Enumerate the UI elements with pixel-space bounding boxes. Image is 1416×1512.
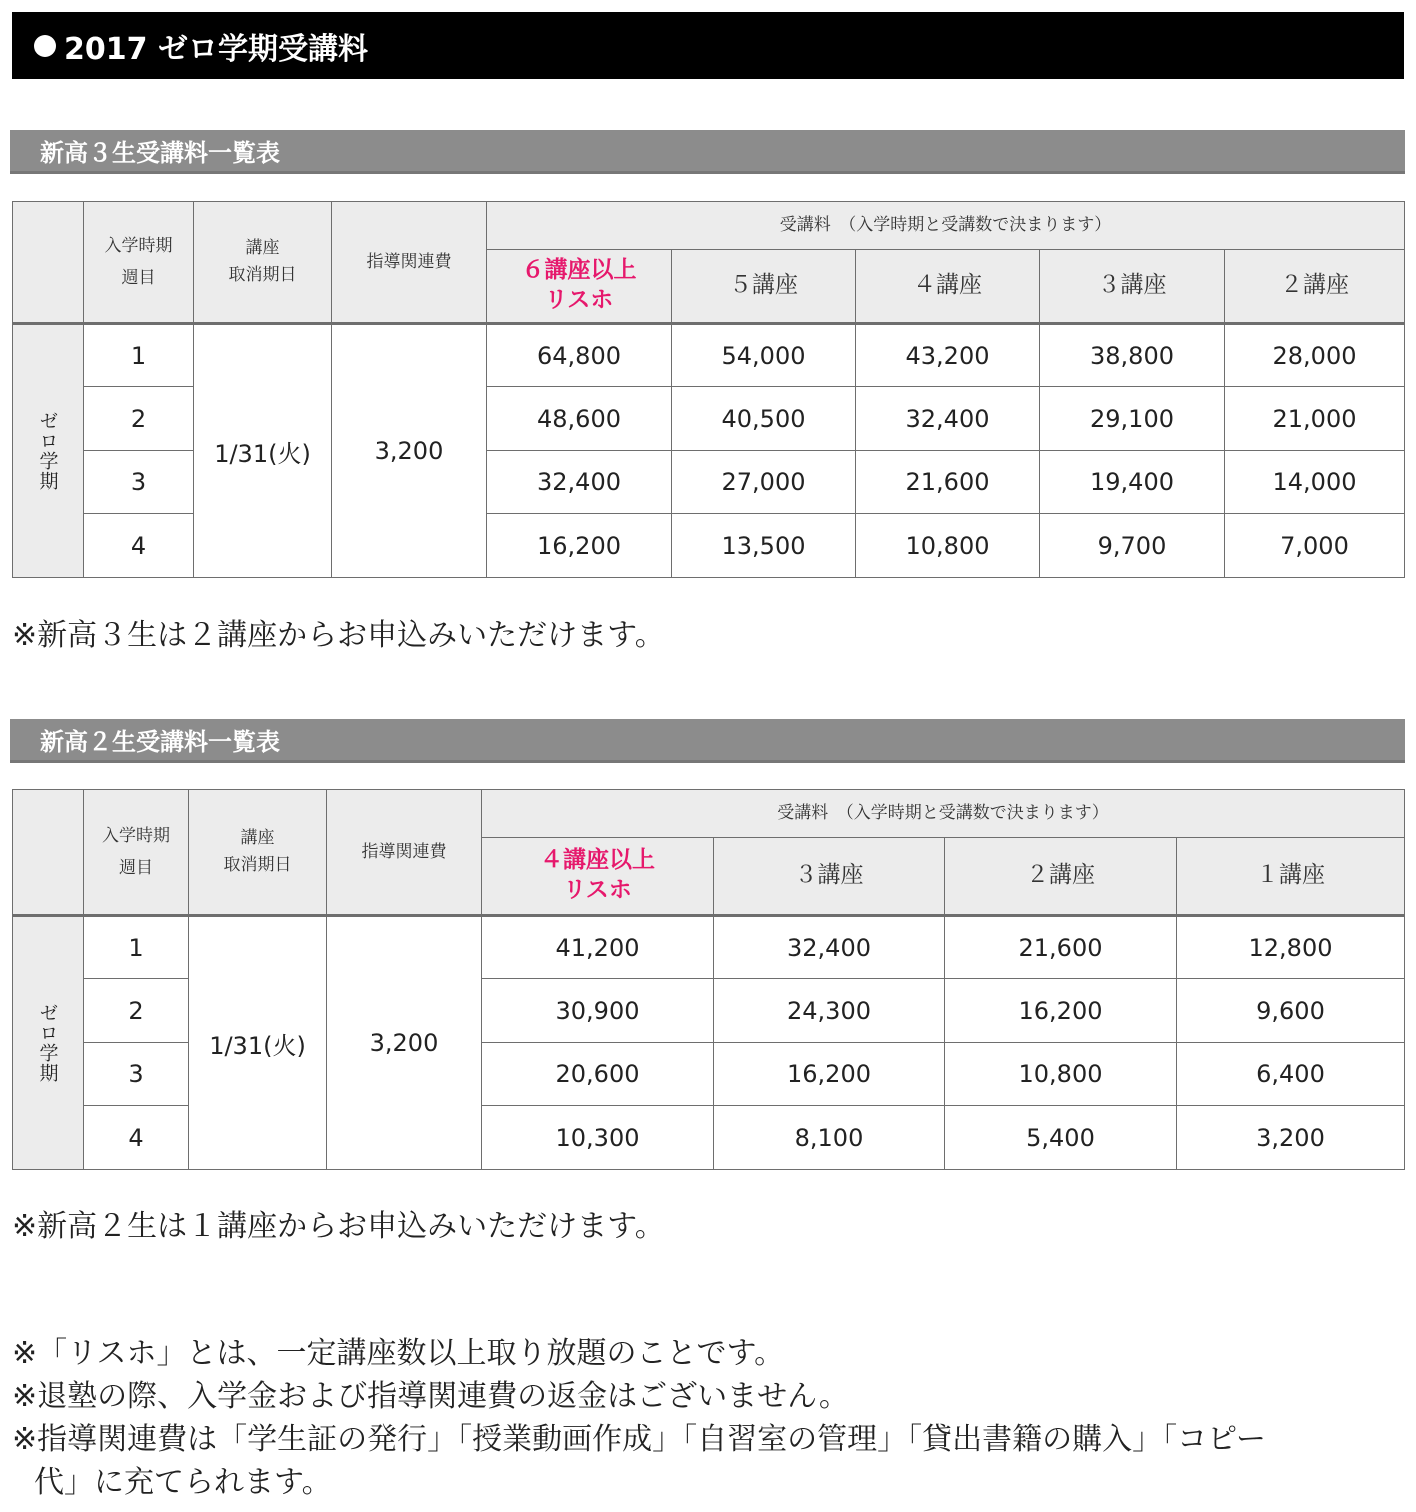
cancel-date-cell: 1/31(火) bbox=[194, 324, 332, 578]
fee-cell: 5,400 bbox=[945, 1106, 1177, 1170]
fee-cell: 6,400 bbox=[1177, 1043, 1405, 1106]
bullet-icon bbox=[34, 35, 56, 57]
header-risuho bbox=[487, 250, 672, 324]
section-title-text: 新高２生受講料一覧表 bbox=[40, 728, 280, 756]
cancel-date-cell: 1/31(火) bbox=[189, 916, 327, 1170]
fee-table-grade3 bbox=[12, 201, 1405, 578]
table-row bbox=[13, 916, 1405, 979]
fee-cell: 16,200 bbox=[487, 514, 672, 578]
fee-cell: 32,400 bbox=[487, 451, 672, 514]
fee-cell: 19,400 bbox=[1040, 451, 1225, 514]
fee-cell: 24,300 bbox=[714, 979, 945, 1043]
header-col: ２講座 bbox=[945, 838, 1177, 916]
header-blank bbox=[13, 202, 84, 324]
header-col: １講座 bbox=[1177, 838, 1405, 916]
fee-cell: 30,900 bbox=[482, 979, 714, 1043]
week-cell: 4 bbox=[84, 1106, 189, 1170]
header-cancel-line2: 取消期日 bbox=[228, 265, 297, 285]
footnote-item: ※「リスホ」とは、一定講座数以上取り放題のことです。 bbox=[12, 1336, 785, 1371]
week-cell: 2 bbox=[84, 387, 194, 451]
footnote-item: ※指導関連費は「学生証の発行」「授業動画作成」「自習室の管理」「貸出書籍の購入」「コピー bbox=[12, 1422, 1266, 1457]
fee-cell: 21,600 bbox=[856, 451, 1040, 514]
header-blank bbox=[13, 790, 84, 916]
header-col: ５講座 bbox=[672, 250, 856, 324]
fee-cell: 41,200 bbox=[482, 916, 714, 979]
header-nyugaku bbox=[84, 790, 189, 916]
fee-cell: 40,500 bbox=[672, 387, 856, 451]
fee-cell: 20,600 bbox=[482, 1043, 714, 1106]
fee-cell: 9,700 bbox=[1040, 514, 1225, 578]
header-fee-group: 受講料 （入学時期と受講数で決まります） bbox=[487, 202, 1405, 250]
fee-cell: 21,000 bbox=[1225, 387, 1405, 451]
fee-cell: 10,800 bbox=[945, 1043, 1177, 1106]
header-col: ３講座 bbox=[714, 838, 945, 916]
fee-cell: 16,200 bbox=[714, 1043, 945, 1106]
page-title bbox=[12, 12, 1404, 79]
fee-cell: 21,600 bbox=[945, 916, 1177, 979]
fee-cell: 8,100 bbox=[714, 1106, 945, 1170]
week-cell: 3 bbox=[84, 451, 194, 514]
header-col: ２講座 bbox=[1225, 250, 1405, 324]
header-cancel bbox=[189, 790, 327, 916]
footnotes bbox=[12, 1332, 1407, 1504]
fee-cell: 12,800 bbox=[1177, 916, 1405, 979]
section-title-text: 新高３生受講料一覧表 bbox=[40, 139, 280, 167]
header-col: ４講座 bbox=[856, 250, 1040, 324]
header-shido: 指導関連費 bbox=[327, 790, 482, 916]
header-nyugaku-line2: 週目 bbox=[121, 268, 156, 288]
fee-cell: 3,200 bbox=[1177, 1106, 1405, 1170]
fee-cell: 27,000 bbox=[672, 451, 856, 514]
section-title-grade2 bbox=[10, 719, 1405, 763]
footnote-item: ※退塾の際、入学金および指導関連費の返金はございません。 bbox=[12, 1379, 849, 1414]
week-cell: 3 bbox=[84, 1043, 189, 1106]
fee-cell: 14,000 bbox=[1225, 451, 1405, 514]
header-nyugaku-line1: 入学時期 bbox=[104, 235, 173, 256]
fee-cell: 38,800 bbox=[1040, 324, 1225, 387]
fee-cell: 10,800 bbox=[856, 514, 1040, 578]
header-cancel bbox=[194, 202, 332, 324]
week-cell: 2 bbox=[84, 979, 189, 1043]
fee-cell: 54,000 bbox=[672, 324, 856, 387]
header-cancel-line1: 講座 bbox=[245, 237, 280, 258]
fee-cell: 43,200 bbox=[856, 324, 1040, 387]
fee-cell: 7,000 bbox=[1225, 514, 1405, 578]
table-row bbox=[13, 324, 1405, 387]
header-risuho bbox=[482, 838, 714, 916]
section-title-grade3 bbox=[10, 130, 1405, 174]
fee-table-grade2 bbox=[12, 789, 1405, 1170]
fee-cell: 64,800 bbox=[487, 324, 672, 387]
term-label: ゼロ学期 bbox=[13, 324, 84, 578]
fee-cell: 29,100 bbox=[1040, 387, 1225, 451]
note-grade3: ※新高３生は２講座からお申込みいただけます。 bbox=[12, 618, 665, 653]
shido-fee-cell: 3,200 bbox=[332, 324, 487, 578]
header-risuho-line1: ４講座以上 bbox=[540, 847, 655, 874]
header-risuho-line2: リスホ bbox=[544, 287, 614, 313]
term-label: ゼロ学期 bbox=[13, 916, 84, 1170]
page-title-text: 2017 ゼロ学期受講料 bbox=[64, 31, 368, 67]
fee-cell: 16,200 bbox=[945, 979, 1177, 1043]
header-nyugaku bbox=[84, 202, 194, 324]
fee-cell: 32,400 bbox=[856, 387, 1040, 451]
fee-cell: 48,600 bbox=[487, 387, 672, 451]
header-shido: 指導関連費 bbox=[332, 202, 487, 324]
header-col: ３講座 bbox=[1040, 250, 1225, 324]
fee-cell: 32,400 bbox=[714, 916, 945, 979]
fee-cell: 10,300 bbox=[482, 1106, 714, 1170]
header-cancel-line1: 講座 bbox=[240, 827, 275, 848]
header-nyugaku-line2: 週目 bbox=[119, 858, 153, 878]
header-risuho-line1: ６講座以上 bbox=[521, 257, 637, 284]
header-fee-group: 受講料 （入学時期と受講数で決まります） bbox=[482, 790, 1405, 838]
fee-cell: 9,600 bbox=[1177, 979, 1405, 1043]
week-cell: 1 bbox=[84, 324, 194, 387]
note-grade2: ※新高２生は１講座からお申込みいただけます。 bbox=[12, 1209, 665, 1244]
shido-fee-cell: 3,200 bbox=[327, 916, 482, 1170]
fee-cell: 13,500 bbox=[672, 514, 856, 578]
header-nyugaku-line1: 入学時期 bbox=[102, 825, 170, 846]
header-risuho-line2: リスホ bbox=[563, 877, 632, 903]
week-cell: 1 bbox=[84, 916, 189, 979]
fee-cell: 28,000 bbox=[1225, 324, 1405, 387]
footnote-item: 代」に充てられます。 bbox=[34, 1465, 332, 1500]
week-cell: 4 bbox=[84, 514, 194, 578]
header-cancel-line2: 取消期日 bbox=[223, 855, 292, 875]
